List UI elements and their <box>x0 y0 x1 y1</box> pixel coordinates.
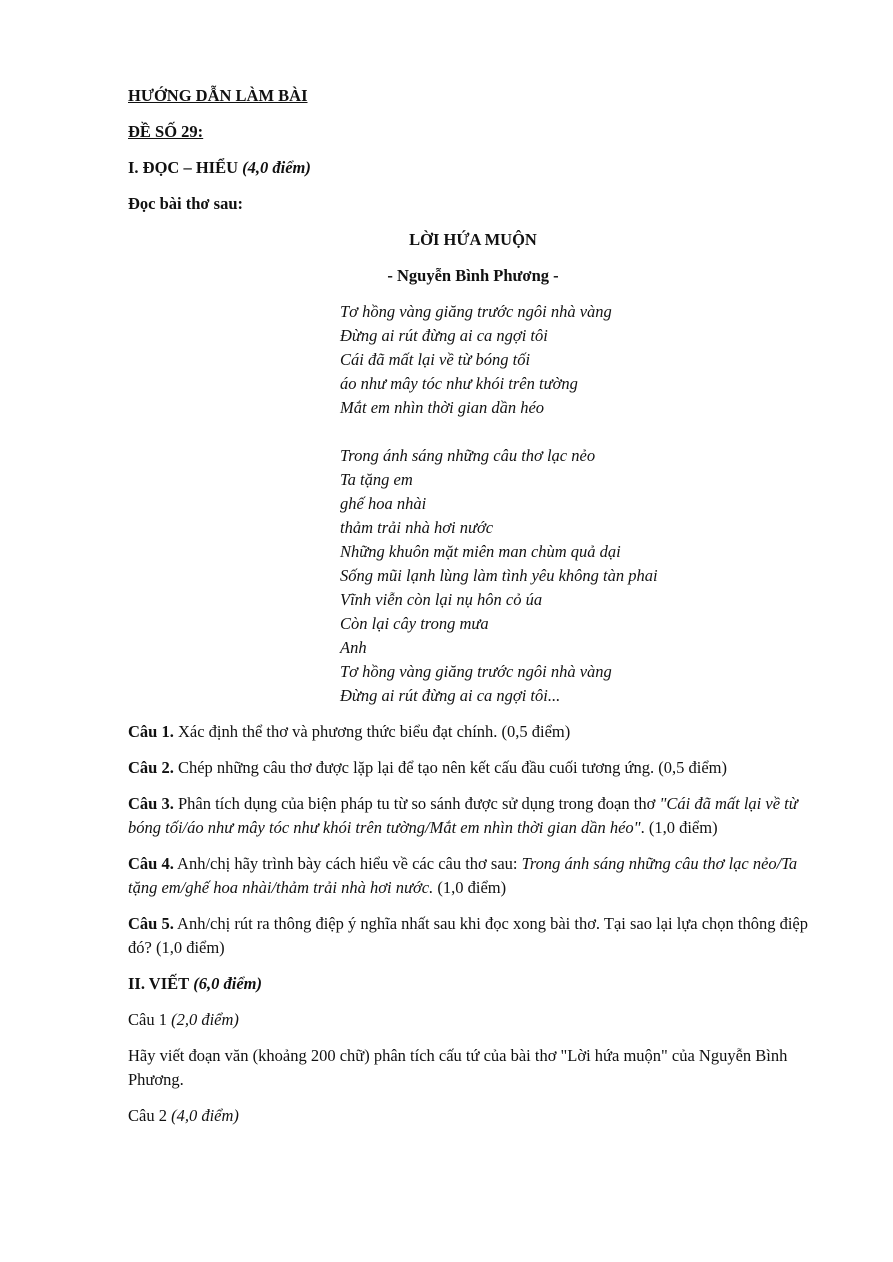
section1-title: I. ĐỌC – HIỂU <box>128 158 239 177</box>
poem-line: Đừng ai rút đừng ai ca ngợi tôi... <box>340 686 561 705</box>
section1-points: (4,0 điểm) <box>242 158 311 177</box>
exam-number: ĐỀ SỐ 29: <box>128 122 204 141</box>
question-4 <box>128 852 818 900</box>
question-5 <box>128 912 818 960</box>
question-text: Xác định thể thơ và phương thức biểu đạt chính. (0,5 điểm) <box>173 722 571 741</box>
question-text: Phân tích dụng của biện pháp tu từ so sánh được sử dụng trong đoạn thơ <box>173 794 660 813</box>
poem-line: Tơ hồng vàng giăng trước ngôi nhà vàng <box>340 662 612 681</box>
question-tail: . (1,0 điểm) <box>640 818 718 837</box>
guide-title: HƯỚNG DẪN LÀM BÀI <box>128 86 308 105</box>
question-text: Anh/chị hãy trình bày cách hiểu về các câu thơ sau: <box>173 854 522 873</box>
section2-title: II. VIẾT <box>128 974 190 993</box>
poem-line: Sống mũi lạnh lùng làm tình yêu không tàn phai <box>340 566 658 585</box>
poem-line: Tơ hồng vàng giăng trước ngôi nhà vàng <box>340 302 612 321</box>
poem-author: - Nguyễn Bình Phương - <box>387 266 559 285</box>
poem-line: ghế hoa nhài <box>340 494 427 513</box>
question-label: Câu 5. <box>128 914 174 933</box>
poem-line: Những khuôn mặt miên man chùm quả dại <box>340 542 621 561</box>
writing-q1-label: Câu 1 <box>128 1010 172 1029</box>
section2-points: (6,0 điểm) <box>193 974 263 993</box>
writing-q2-points: (4,0 điểm) <box>171 1106 239 1125</box>
question-label: Câu 2. <box>128 758 174 777</box>
writing-q1-points: (2,0 điểm) <box>171 1010 239 1029</box>
poem-line: áo như mây tóc như khói trên tường <box>340 374 578 393</box>
question-2 <box>128 756 818 780</box>
section1-heading <box>128 156 818 180</box>
poem-title: LỜI HỨA MUỘN <box>409 230 537 249</box>
question-text: Anh/chị rút ra thông điệp ý nghĩa nhất sau khi đọc xong bài thơ. Tại sao lại lựa chọn thông điệp đó? (1,0 điểm) <box>128 914 809 957</box>
poem-line: Trong ánh sáng những câu thơ lạc nẻo <box>340 446 596 465</box>
document-page <box>128 84 818 1140</box>
question-3 <box>128 792 818 840</box>
writing-question-2 <box>128 1104 818 1128</box>
question-quote: "Cái đã mất lại về từ bóng tối/áo như mây tóc như khói trên tường/Mắt em nhìn thời gian dần héo" <box>128 794 798 837</box>
poem-line: Anh <box>340 638 367 657</box>
stanza-gap <box>340 420 818 444</box>
poem-line: Đừng ai rút đừng ai ca ngợi tôi <box>340 326 548 345</box>
question-label: Câu 4. <box>128 854 174 873</box>
question-text: Chép những câu thơ được lặp lại để tạo nên kết cấu đầu cuối tương ứng. (0,5 điểm) <box>173 758 727 777</box>
writing-question-1 <box>128 1008 818 1032</box>
poem-line: Vĩnh viễn còn lại nụ hôn cỏ úa <box>340 590 543 609</box>
question-label: Câu 1. <box>128 722 174 741</box>
section2-heading <box>128 972 818 996</box>
writing-q2-label: Câu 2 <box>128 1106 172 1125</box>
question-quote: Trong ánh sáng những câu thơ lạc nẻo/Ta tặng em/ghế hoa nhài/thảm trải nhà hơi nước. <box>128 854 798 897</box>
poem-line: Còn lại cây trong mưa <box>340 614 489 633</box>
poem-body <box>340 300 818 708</box>
poem-line: thảm trải nhà hơi nước <box>340 518 494 537</box>
poem-line: Mắt em nhìn thời gian dần héo <box>340 398 545 417</box>
spacer <box>128 708 818 720</box>
writing-q1-text: Hãy viết đoạn văn (khoảng 200 chữ) phân tích cấu tứ của bài thơ "Lời hứa muộn" của Nguyễn Bình Phương. <box>128 1046 788 1089</box>
question-1 <box>128 720 818 744</box>
question-tail: (1,0 điểm) <box>433 878 507 897</box>
reading-instruction: Đọc bài thơ sau: <box>128 194 244 213</box>
poem-line: Cái đã mất lại về từ bóng tối <box>340 350 531 369</box>
poem-line: Ta tặng em <box>340 470 413 489</box>
question-label: Câu 3. <box>128 794 174 813</box>
